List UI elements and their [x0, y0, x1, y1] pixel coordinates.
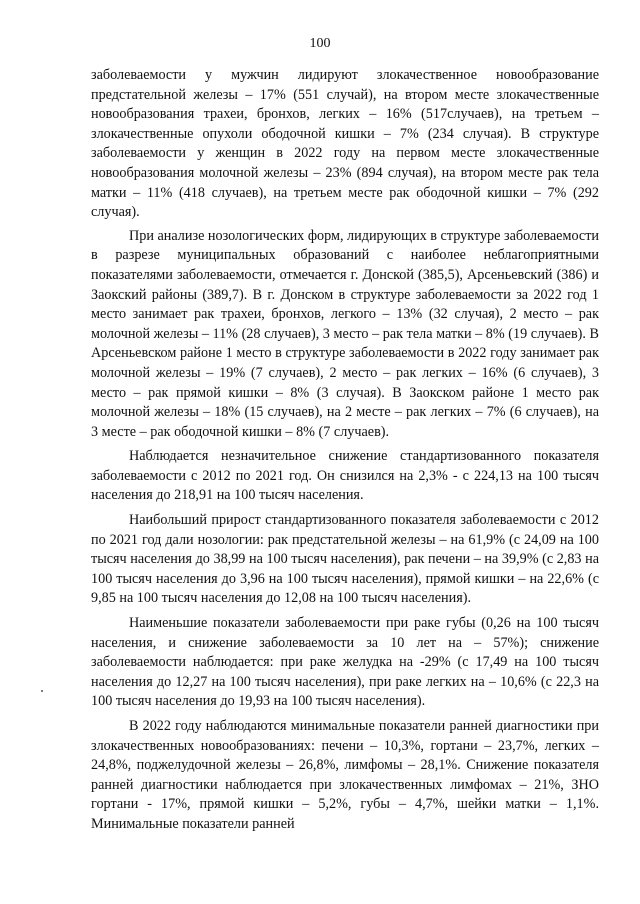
- paragraph-early-diagnostics: В 2022 году наблюдаются минимальные показатели ранней диагностики при злокачественных новообразованиях: печени – 10,3%, гортани – 23,7%, легких – 24,8%, поджелудочной железы – 26,8%, лимфомы – 28,1%. Снижение показателя ранней диагностики наблюдается при злокачественных лимфомах – 21%, ЗНО гортани - 17%, прямой кишки – 5,2%, губы – 4,7%, шейки матки – 1,1%. Минимальные показатели ранней: [91, 718, 599, 832]
- paragraph-lowest-rates: Наименьшие показатели заболеваемости при раке губы (0,26 на 100 тысяч населения, и снижение заболеваемости за 10 лет на – 57%); снижение заболеваемости наблюдается: при раке желудка на -29% (с 17,49 на 100 тысяч населения до 12,27 на 100 тысяч населения), при раке легких на – 10,6% (с 22,3 на 100 тысяч населения до 19,93 на 100 тысяч населения).: [91, 615, 599, 710]
- paragraph-largest-increase: Наибольший прирост стандартизованного показателя заболеваемости с 2012 по 2021 год дали нозологии: рак предстательной железы – на 61,9% (с 24,09 на 100 тысяч населения до 38,99 на 100 тысяч населения), рак печени – на 39,9% (с 2,83 на 100 тысяч населения до 3,96 на 100 тысяч населения), прямой кишки – на 22,6% (с 9,85 на 100 тысяч населения до 12,08 на 100 тысяч населения).: [91, 512, 599, 607]
- scan-dot-mark: [41, 690, 43, 692]
- paragraph-standardized-decline: Наблюдается незначительное снижение стандартизованного показателя заболеваемости с 2012 по 2021 год. Он снизился на 2,3% - с 224,13 на 100 тысяч населения до 218,91 на 100 тысяч населения.: [91, 448, 599, 504]
- paragraph-male-female-structure: заболеваемости у мужчин лидируют злокачественное новообразование предстательной железы – 17% (551 случай), на втором месте злокачественные новообразования трахеи, бронхов, легких – 16% (517случаев), на третьем – злокачественные опухоли ободочной кишки – 7% (234 случая). В структуре заболеваемости у женщин в 2022 году на первом месте злокачественные новообразования молочной железы – 23% (894 случая), на втором месте рак тела матки – 11% (418 случаев), на третьем месте рак ободочной кишки – 7% (292 случая).: [91, 67, 599, 221]
- page-number: 100: [309, 36, 331, 51]
- paragraph-municipal-analysis: При анализе нозологических форм, лидирующих в структуре заболеваемости в разрезе муниципальных образований с наиболее неблагоприятными показателями заболеваемости, отмечается г. Донской (385,5), Арсеньевский (386) и Заокский районы (389,7). В г. Донском в структуре заболеваемости за 2022 год 1 место занимает рак трахеи, бронхов, легкого – 13% (32 случая), 2 место – рак молочной железы – 11% (28 случаев), 3 место – рак тела матки – 8% (19 случаев). В Арсеньевском районе 1 место в структуре заболеваемости в 2022 году занимает рак молочной железы – 19% (7 случаев), 2 место – рак легких – 16% (6 случаев), 3 место – рак прямой кишки – 8% (3 случая). В Заокском районе 1 место рак молочной железы – 18% (15 случаев), на 2 месте – рак легких – 7% (6 случаев), на 3 месте – рак ободочной кишки – 8% (7 случаев).: [91, 227, 599, 440]
- document-body: [91, 66, 599, 835]
